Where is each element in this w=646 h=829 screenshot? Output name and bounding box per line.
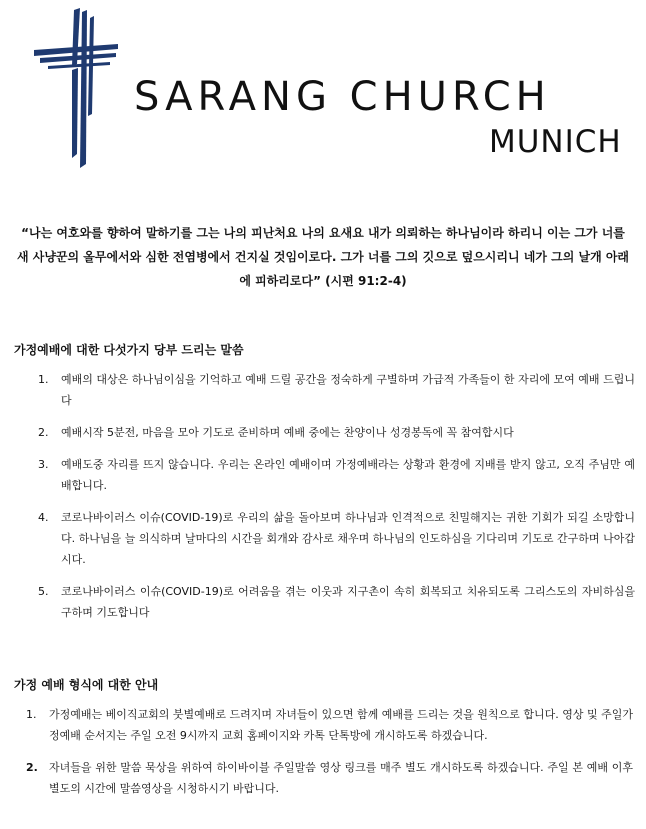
section1-list <box>0 369 646 634</box>
list-item-number: 2. <box>38 426 49 439</box>
list-item-number: 2. <box>26 761 38 774</box>
list-item-number: 3. <box>38 458 49 471</box>
list-item-text: 가정예배는 베이직교회의 붓별예배로 드려지며 자녀들이 있으면 함께 예배를 드리는 것을 원칙으로 합니다. 영상 및 주일가정예배 순서지는 주일 오전 9시까지 교회 홈페이지와 카톡 단톡방에 개시하도록 하겠습니다. <box>49 708 633 742</box>
list-item-number: 4. <box>38 511 49 524</box>
list-item-text: 예배의 대상은 하나님이심을 기억하고 예배 드릴 공간을 정숙하게 구별하며 가급적 가족들이 한 자리에 모여 예배 드립니다 <box>61 373 635 407</box>
church-logo <box>0 0 646 175</box>
list-item <box>0 422 635 443</box>
list-item-text: 예배도중 자리를 뜨지 않습니다. 우리는 온라인 예배이며 가정예배라는 상황과 환경에 지배를 받지 않고, 오직 주님만 예배합니다. <box>61 458 635 492</box>
church-name: SARANG CHURCH <box>134 74 551 120</box>
list-item-text: 코로나바이러스 이슈(COVID-19)로 어려움을 겪는 이웃과 지구촌이 속히 회복되고 치유되도록 그리스도의 자비하심을 구하며 기도합니다 <box>61 585 635 619</box>
list-item <box>0 581 635 623</box>
list-item-text: 자녀들을 위한 말씀 묵상을 위하여 하이바이블 주일말씀 영상 링크를 매주 별도 개시하도록 하겠습니다. 주일 본 예배 이후 별도의 시간에 말씀영상을 시청하시기 바랍니다. <box>49 761 633 795</box>
list-item-text: 예배시작 5분전, 마음을 모아 기도로 준비하며 예배 중에는 찬양이나 성경봉독에 꼭 참여합시다 <box>61 426 514 439</box>
section2-title: 가정 예배 형식에 대한 안내 <box>14 678 159 692</box>
list-item-text: 코로나바이러스 이슈(COVID-19)로 우리의 삶을 돌아보며 하나님과 인격적으로 친밀해지는 귀한 기회가 되길 소망합니다. 하나님을 늘 의식하며 날마다의 시간을 회개와 감사로 채우며 하나님의 인도하심을 기다리며 기도로 간구하며 나아갑시다. <box>61 511 635 566</box>
church-city: MUNICH <box>489 124 622 160</box>
list-item-number: 1. <box>38 373 49 386</box>
list-item-number: 5. <box>38 585 49 598</box>
section1-title: 가정예배에 대한 다섯가지 당부 드리는 말씀 <box>14 343 244 357</box>
list-item <box>0 369 635 411</box>
list-item <box>0 757 633 799</box>
list-item <box>0 454 635 496</box>
list-item-number: 1. <box>26 708 37 721</box>
cross-icon <box>30 4 120 172</box>
list-item <box>0 507 635 570</box>
section2-list <box>0 704 646 810</box>
scripture-verse: “나는 여호와를 향하여 말하기를 그는 나의 피난처요 나의 요새요 내가 의뢰하는 하나님이라 하리니 이는 그가 너를 새 사냥꾼의 올무에서와 심한 전염병에서 건지실 것임이로다. 그가 너를 그의 깃으로 덮으시리니 네가 그의 날개 아래에 피하리로다” (시편 91:2-4) <box>16 226 630 288</box>
list-item <box>0 704 633 746</box>
